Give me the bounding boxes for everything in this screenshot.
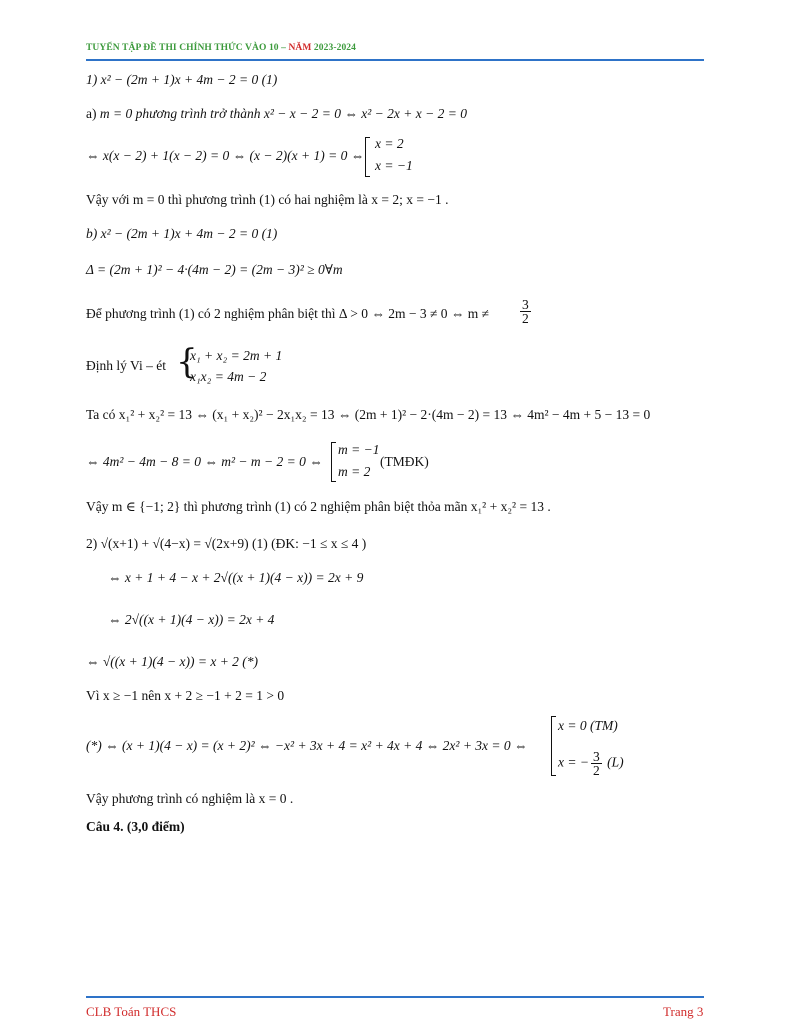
fraction-numerator: 3 (592, 749, 600, 764)
case-xm1: x = −1 (375, 158, 413, 173)
fraction-3-2 (518, 298, 533, 325)
fraction-numerator: 3 (522, 297, 529, 312)
header-title: TUYỂN TẬP ĐỀ THI CHÍNH THỨC VÀO 10 – (86, 43, 289, 53)
vieta-product: x₁x₂ = 4m − 2 (190, 369, 267, 384)
header-year-label: NĂM (288, 43, 312, 53)
part-b-equation: b) x² − (2m + 1)x + 4m − 2 = 0 (1) (86, 226, 278, 241)
m-solution-bracket (331, 442, 336, 482)
problem-2-conclusion: Vậy phương trình có nghiệm là x = 0 . (86, 791, 294, 806)
step-square: ⇔ x + 1 + 4 − x + 2√((x + 1)(4 − x)) = 2x + 9 (108, 570, 364, 585)
system-brace: { (176, 342, 198, 382)
discriminant: Δ = (2m + 1)² − 4·(4m − 2) = (2m − 3)² ≥ 0∀m (86, 262, 343, 277)
fraction-denominator: 2 (592, 763, 600, 778)
page-number: Trang 3 (663, 1004, 704, 1019)
domain-note: Vì x ≥ −1 nên x + 2 ≥ −1 + 2 = 1 > 0 (86, 688, 285, 703)
case-m-neg1: m = −1 (338, 442, 380, 457)
part-a-conclusion: Vậy với m = 0 thì phương trình (1) có hai nghiệm là x = 2; x = −1 . (86, 192, 449, 207)
page-header (86, 43, 356, 53)
footer-club-name: CLB Toán THCS (86, 1004, 177, 1019)
sum-of-squares: Ta có x₁² + x₂² = 13 ⇔ (x₁ + x₂)² − 2x₁x₂ = 13 ⇔ (2m + 1)² − 2·(4m − 2) = 13 ⇔ 4m² − 4m + 5 − 13 = 0 (86, 407, 651, 422)
problem-1-equation: 1) x² − (2m + 1)x + 4m − 2 = 0 (1) (86, 72, 278, 87)
distinct-roots-condition: Để phương trình (1) có 2 nghiệm phân biệt thì Δ > 0 ⇔ 2m − 3 ≠ 0 ⇔ m ≠ (86, 306, 490, 321)
case-x2: x = 2 (375, 136, 404, 151)
fraction-denominator: 2 (522, 311, 529, 326)
header-year: 2023-2024 (311, 43, 356, 53)
part-b-conclusion: Vậy m ∈ {−1; 2} thì phương trình (1) có 2 nghiệm phân biệt thỏa mãn x₁² + x₂² = 13 . (86, 499, 551, 514)
problem-2-equation: 2) √(x+1) + √(4−x) = √(2x+9) (1) (ĐK: −1 ≤ x ≤ 4 ) (86, 536, 367, 551)
header-rule (86, 59, 704, 61)
part-a-factor: ⇔ x(x − 2) + 1(x − 2) = 0 ⇔ (x − 2)(x + 1) = 0 ⇔ (86, 148, 365, 163)
quadratic-in-m: ⇔ 4m² − 4m − 8 = 0 ⇔ m² − m − 2 = 0 ⇔ (86, 454, 323, 469)
question-4-heading: Câu 4. (3,0 điểm) (86, 819, 185, 834)
vieta-sum: x₁ + x₂ = 2m + 1 (190, 348, 283, 363)
vieta-label: Định lý Vi – ét (86, 358, 166, 373)
solution-bracket (365, 137, 370, 177)
case-x0: x = 0 (TM) (558, 718, 618, 733)
step-star: ⇔ √((x + 1)(4 − x)) = x + 2 (*) (86, 654, 259, 669)
footer-rule (86, 996, 704, 998)
step-simplify: ⇔ 2√((x + 1)(4 − x)) = 2x + 4 (108, 612, 275, 627)
case-x-neg3-2: x = − $\frac{3}{2}$ (L) (558, 749, 624, 778)
star-expansion: (*) ⇔ (x + 1)(4 − x) = (x + 2)² ⇔ −x² + 3x + 4 = x² + 4x + 4 ⇔ 2x² + 3x = 0 ⇔ (86, 738, 528, 753)
part-a-intro: a) m = 0 phương trình trở thành x² − x − 2 = 0 ⇔ x² − 2x + x − 2 = 0 (86, 106, 467, 121)
condition-tag: (TMĐK) (380, 454, 429, 469)
x-solution-bracket (551, 716, 556, 776)
case-m-2: m = 2 (338, 464, 371, 479)
